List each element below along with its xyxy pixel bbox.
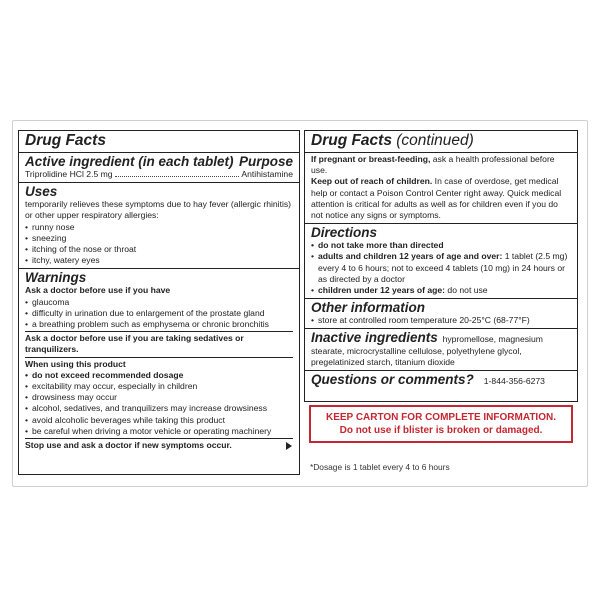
active-ingredient-heading: Active ingredient (in each tablet) <box>25 154 234 169</box>
warnings-heading: Warnings <box>25 270 87 286</box>
drug-facts-header <box>19 131 299 153</box>
reach-of-children-warning: Keep out of reach of children. In case of overdose, get medical help or contact a Poison Control Center right away. Quick medical attention is critical for adults as well as for children even if you do not notice any signs or symptoms. <box>311 176 562 221</box>
other-information-heading: Other information <box>311 300 425 316</box>
drug-facts-continued-panel <box>304 130 578 402</box>
inactive-ingredients-section <box>305 329 577 371</box>
warnings-section <box>19 269 299 453</box>
ask-doctor-heading: Ask a doctor before use if you have <box>25 285 171 296</box>
inactive-ingredients-heading: Inactive ingredients <box>311 330 438 346</box>
other-information-section <box>305 299 577 329</box>
list-item: • do not take more than directed <box>311 240 571 251</box>
continue-arrow-icon <box>286 442 292 450</box>
drug-facts-title: Drug Facts <box>25 132 106 149</box>
list-item: • alcohol, sedatives, and tranquilizers may increase drowsiness <box>25 403 293 414</box>
stop-use-text: Stop use and ask a doctor if new symptoms occur. <box>25 440 232 451</box>
list-item: • drowsiness may occur <box>25 392 293 403</box>
list-item: • store at controlled room temperature 20-25°C (68-77°F) <box>311 315 571 326</box>
list-item: • itching of the nose or throat <box>25 244 293 255</box>
list-item: • a breathing problem such as emphysema or chronic bronchitis <box>25 319 293 330</box>
directions-section <box>305 224 577 299</box>
ingredient-name: Triprolidine HCl 2.5 mg <box>25 169 113 179</box>
uses-intro: temporarily relieves these symptoms due to hay fever (allergic rhinitis) or other upper respiratory allergies: <box>25 199 292 221</box>
pregnancy-section <box>305 153 577 224</box>
list-item: • difficulty in urination due to enlargement of the prostate gland <box>25 308 293 319</box>
carton-warning-box <box>309 405 573 443</box>
list-item: • itchy, watery eyes <box>25 255 293 266</box>
questions-section <box>305 371 577 389</box>
questions-heading: Questions or comments? <box>311 372 474 388</box>
ask-doctor-sedatives: Ask a doctor before use if you are taking sedatives or tranquilizers. <box>25 333 244 355</box>
stop-use-row <box>25 440 293 451</box>
list-item: • glaucoma <box>25 297 293 308</box>
list-item: • be careful when driving a motor vehicle or operating machinery <box>25 426 293 437</box>
purpose-heading: Purpose <box>238 154 293 169</box>
when-using-heading: When using this product <box>25 358 126 369</box>
list-item: • sneezing <box>25 233 293 244</box>
inactive-ingredients-list: hypromellose, magnesium stearate, microcrystalline cellulose, polyethylene glycol, pregelatinized starch, titanium dioxide <box>311 334 543 367</box>
list-item: • avoid alcoholic beverages while taking this product <box>25 415 293 426</box>
carton-warning-line-2: Do not use if blister is broken or damaged. <box>339 425 543 436</box>
pregnancy-warning: If pregnant or breast-feeding, ask a health professional before use. <box>311 154 555 176</box>
list-item: • adults and children 12 years of age and over: 1 tablet (2.5 mg) every 4 to 6 hours; not to exceed 4 tablets (10 mg) in 24 hours or as directed by a doctor <box>311 251 571 285</box>
dosage-footnote: *Dosage is 1 tablet every 4 to 6 hours <box>310 462 450 472</box>
continued-header <box>305 131 577 153</box>
directions-heading: Directions <box>311 225 378 241</box>
carton-warning-line-1: KEEP CARTON FOR COMPLETE INFORMATION. <box>325 412 556 423</box>
list-item: • children under 12 years of age: do not use <box>311 285 571 296</box>
uses-heading: Uses <box>25 184 58 200</box>
ingredient-purpose: Antihistamine <box>241 169 293 179</box>
list-item: • runny nose <box>25 222 293 233</box>
drug-facts-panel <box>18 130 300 475</box>
list-item: • do not exceed recommended dosage <box>25 370 293 381</box>
active-ingredient-section <box>19 153 299 183</box>
uses-section <box>19 183 299 269</box>
phone-number: 1-844-356-6273 <box>483 376 545 387</box>
leader-dots <box>115 176 240 177</box>
list-item: • excitability may occur, especially in children <box>25 381 293 392</box>
drug-facts-continued-title: Drug Facts (continued) <box>311 132 474 149</box>
